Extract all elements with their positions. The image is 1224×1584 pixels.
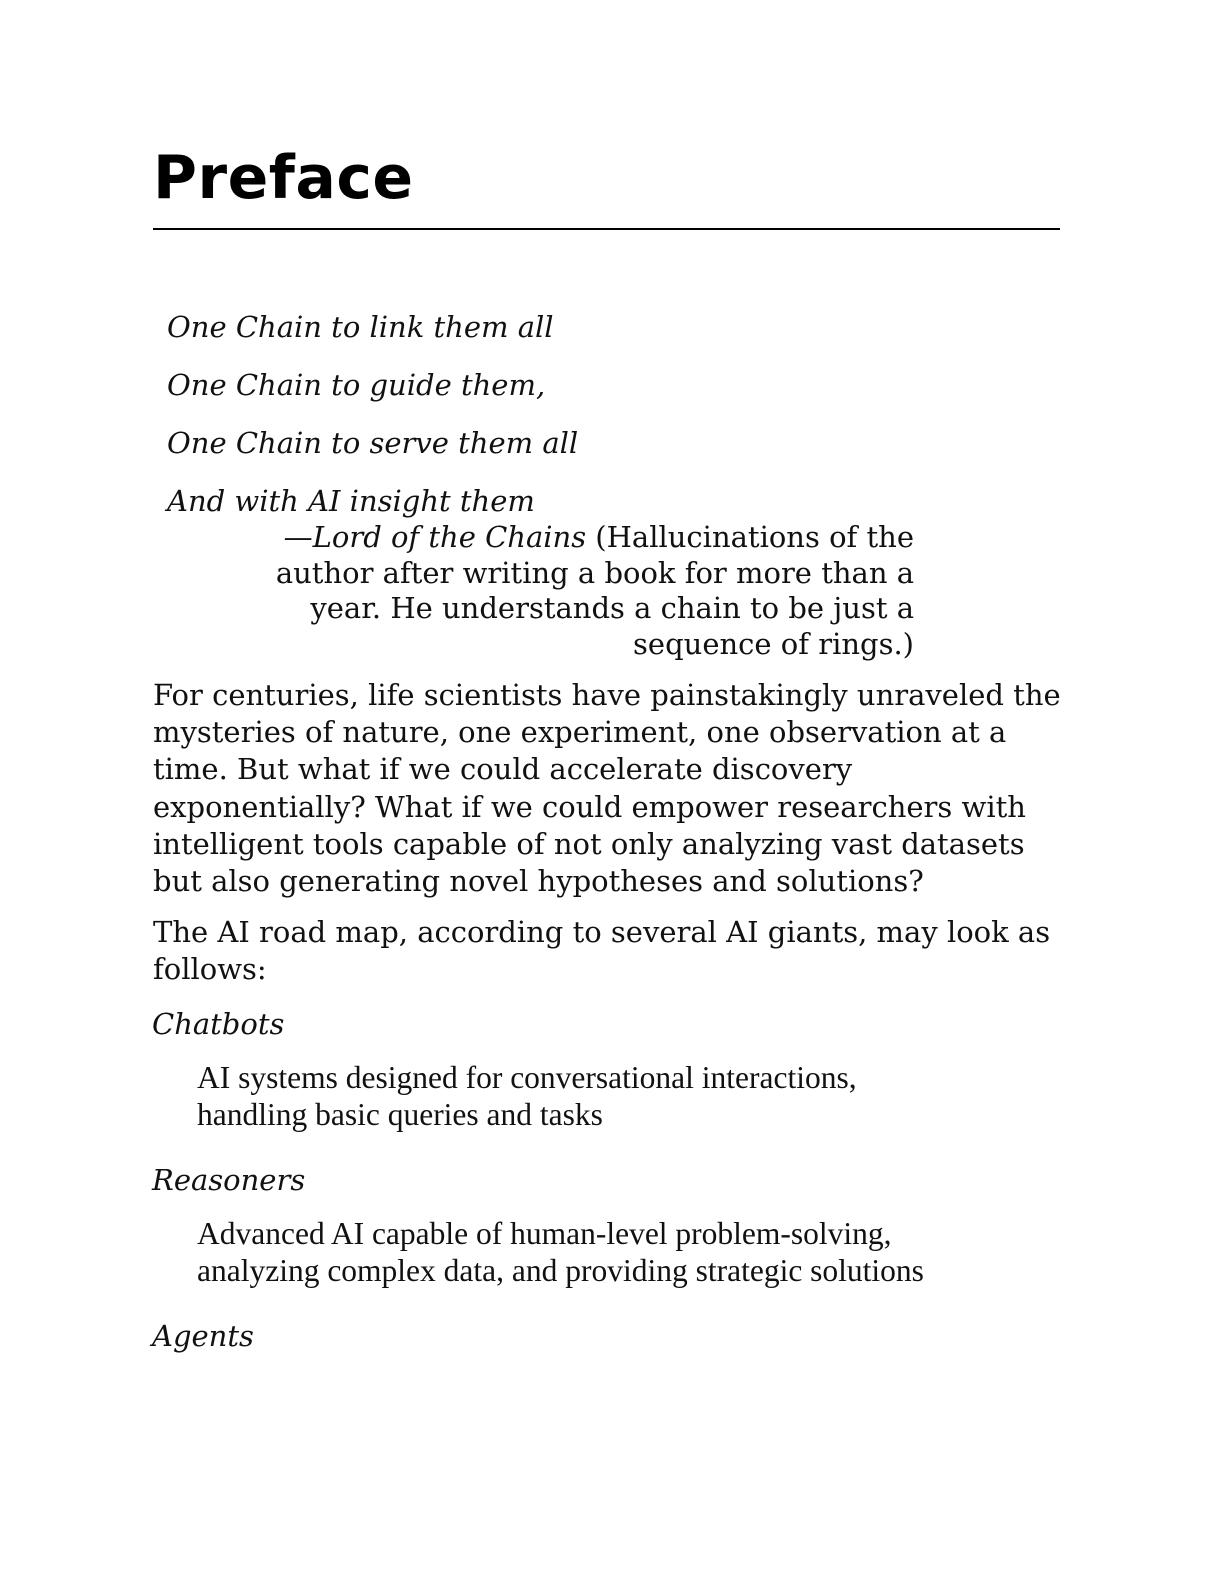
attribution-work-title: Lord of the Chains (312, 520, 587, 554)
epigraph-line: And with AI insight them (167, 484, 535, 518)
roadmap-definition (197, 1059, 1037, 1133)
definition-line: analyzing complex data, and providing strategic solutions (197, 1253, 924, 1288)
roadmap-term: Chatbots (152, 1007, 285, 1041)
epigraph-line: One Chain to link them all (167, 310, 554, 344)
definition-line: Advanced AI capable of human-level problem-solving, (197, 1216, 892, 1251)
chapter-title: Preface (153, 143, 414, 213)
roadmap-term: Agents (152, 1319, 254, 1353)
body-paragraph: For centuries, life scientists have painstakingly unraveled the mysteries of nature, one experiment, one observation at a time. But what if we could accelerate discovery exponentially? What if we could empower researchers with intelligent tools capable of not only analyzing vast datasets but also generating novel hypotheses and solutions? (153, 678, 1061, 899)
epigraph-line: One Chain to serve them all (167, 426, 579, 460)
roadmap-definition (197, 1215, 1037, 1289)
attribution-dash: — (283, 520, 313, 554)
definition-line: AI systems designed for conversational interactions, (197, 1060, 857, 1095)
attribution-line (253, 520, 914, 556)
definition-line: handling basic queries and tasks (197, 1097, 603, 1132)
attribution-line: sequence of rings.) (633, 626, 914, 661)
epigraph-attribution (253, 520, 914, 662)
epigraph (167, 298, 927, 530)
attribution-line: year. He understands a chain to be just a (310, 591, 914, 625)
attribution-note: (Hallucinations of the (586, 520, 914, 554)
roadmap-term: Reasoners (152, 1163, 306, 1197)
title-divider (153, 228, 1060, 230)
epigraph-line: One Chain to guide them, (167, 368, 546, 402)
body-paragraph: The AI road map, according to several AI giants, may look as follows: (153, 915, 1051, 987)
attribution-line: author after writing a book for more than a (275, 555, 914, 590)
